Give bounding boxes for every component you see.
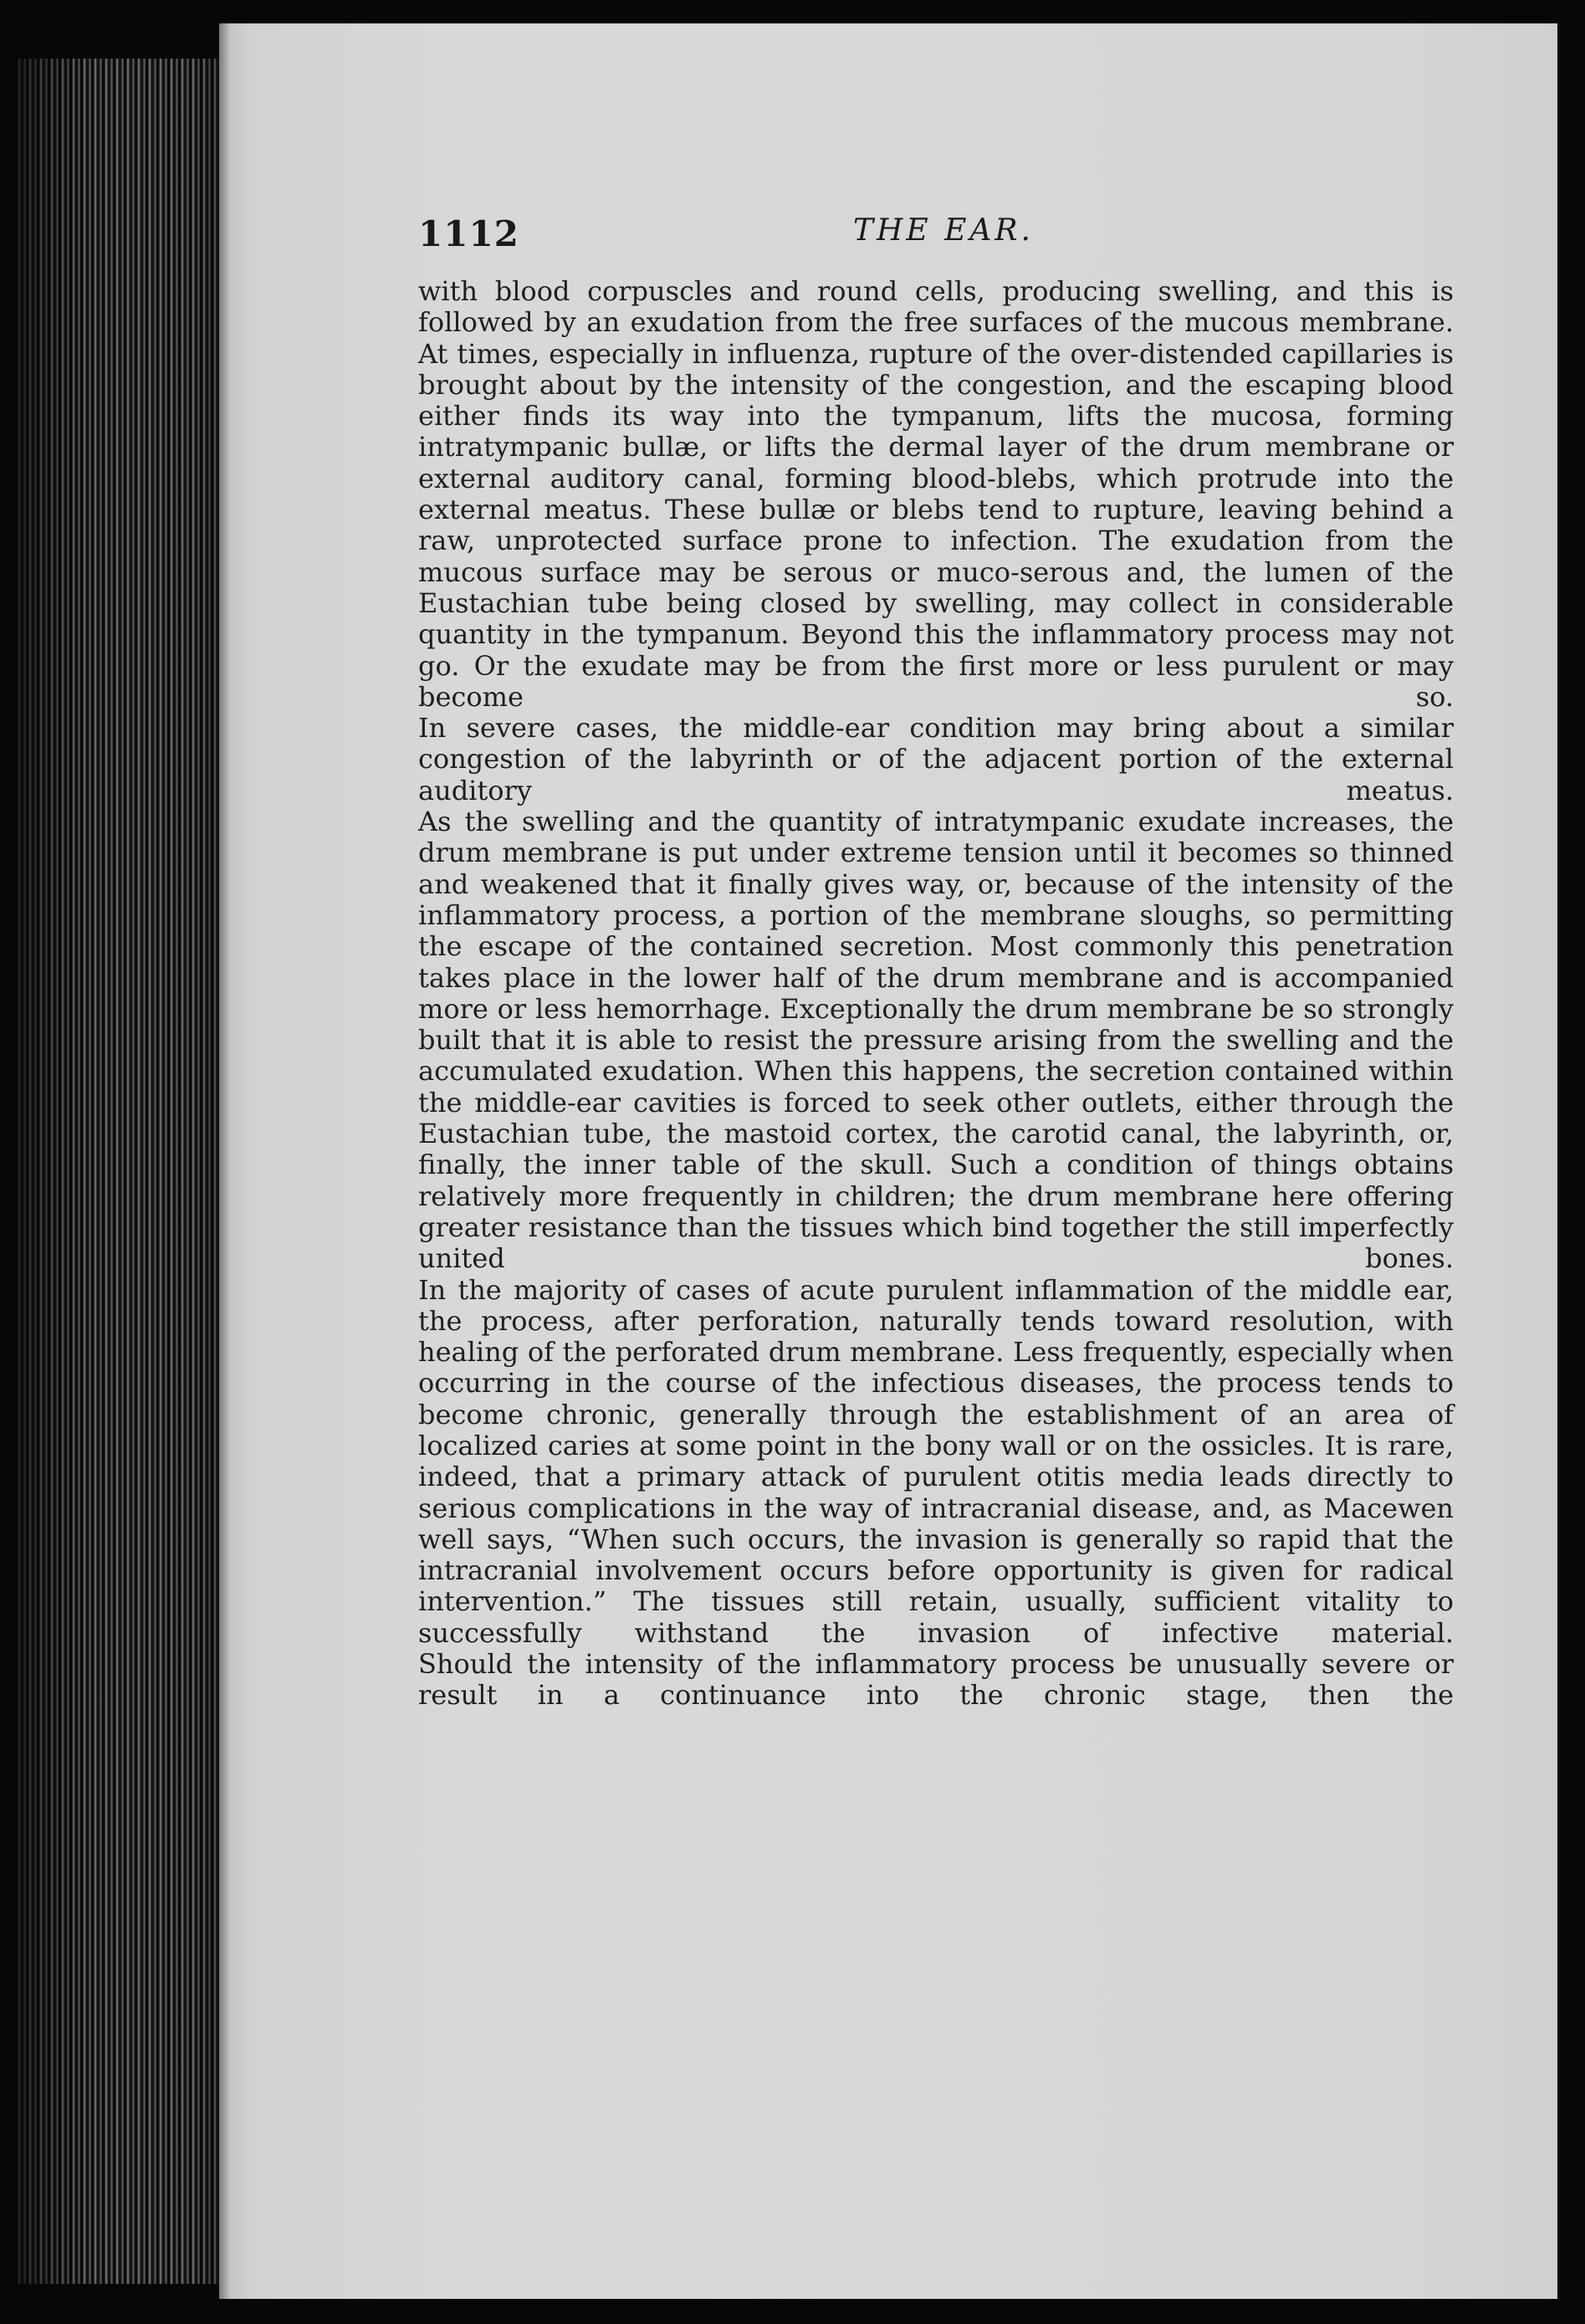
body-text	[418, 276, 1454, 1712]
page-header	[418, 213, 1455, 264]
page-edges-shadow	[15, 59, 224, 2284]
paragraph-3: As the swelling and the quantity of intratympanic exudate increases, the drum membrane is put under extreme tension until it becomes so thinned and weakened that it finally gives way, or, because of the intensity of the inflammatory process, a portion of the membrane sloughs, so permitting the escape of the contained secretion. Most commonly this penetration takes place in the lower half of the drum membrane and is accompanied more or less hemorrhage. Exceptionally the drum membrane be so strongly built that it is able to resist the pressure arising from the swelling and the accumulated exudation. When this happens, the secretion contained within the middle-ear cavities is forced to seek other outlets, either through the Eustachian tube, the mastoid cortex, the carotid canal, the labyrinth, or, finally, the inner table of the skull. Such a condition of things obtains relatively more frequently in children; the drum membrane here offering greater resistance than the tissues which bind together the still imperfectly united bones.	[418, 806, 1454, 1275]
running-title: THE EAR.	[853, 213, 1034, 248]
paragraph-5: Should the intensity of the inflammatory process be unusually severe or result in a continuance into the chronic stage, then the	[418, 1648, 1454, 1712]
paragraph-4: In the majority of cases of acute purulent inflammation of the middle ear, the process, after perforation, naturally tends toward resolution, with healing of the perforated drum membrane. Less frequently, especially when occurring in the course of the infectious diseases, the process tends to become chronic, generally through the establishment of an area of localized caries at some point in the bony wall or on the ossicles. It is rare, indeed, that a primary attack of purulent otitis media leads directly to serious complications in the way of intracranial disease, and, as Macewen well says, “When such occurs, the invasion is generally so rapid that the intracranial involvement occurs before opportunity is given for radical intervention.” The tissues still retain, usually, sufficient vitality to successfully withstand the invasion of infective material.	[418, 1273, 1454, 1649]
page-gutter	[219, 23, 231, 2299]
page-number: 1112	[418, 213, 519, 254]
paragraph-1: with blood corpuscles and round cells, producing swelling, and this is followed by an exudation from the free surfaces of the mucous membrane. At times, especially in influenza, rupture of the over-distended capillaries is brought about by the intensity of the congestion, and the escaping blood either finds its way into the tympanum, lifts the mucosa, forming intratympanic bullæ, or lifts the dermal layer of the drum membrane or external auditory canal, forming blood-blebs, which protrude into the external meatus. These bullæ or blebs tend to rupture, leaving behind a raw, unprotected surface prone to infection. The exudation from the mucous surface may be serous or muco-serous and, the lumen of the Eustachian tube being closed by swelling, may collect in considerable quantity in the tympanum. Beyond this the inflammatory process may not go. Or the exudate may be from the first more or less purulent or may become so.	[418, 275, 1454, 713]
paragraph-2: In severe cases, the middle-ear condition may bring about a similar congestion of the labyrinth or of the adjacent portion of the external auditory meatus.	[418, 712, 1454, 806]
